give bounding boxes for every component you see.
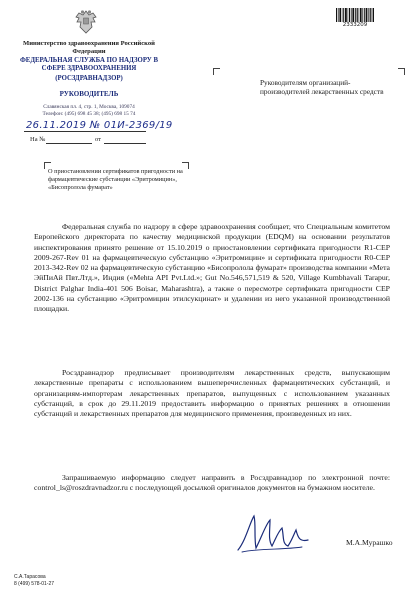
- body-paragraph-2: Росздравнадзор предписывает производителям лекарственных средств, выпускающим лекарственные препараты с использованием вышеперечисленных фармацевтических субстанций, и организациям-импортерам лекарственных препаратов, выпущенных с использованием указанных субстанций, в срок до 29.11.2019 предоставить информацию о принятых решениях в отношении субстанций и лекарственных препаратов для медицинского применения, произведенных из них.: [34, 368, 390, 419]
- date-underline: [24, 131, 146, 132]
- state-emblem-icon: [70, 6, 102, 38]
- reference-date-label: от: [95, 136, 102, 143]
- service-name: ФЕДЕРАЛЬНАЯ СЛУЖБА ПО НАДЗОРУ В СФЕРЕ ЗДРАВООХРАНЕНИЯ: [19, 57, 159, 72]
- postal-address: Славянская пл. 4, стр. 1, Москва, 109074: [43, 104, 135, 110]
- barcode-number: 2333209: [342, 22, 368, 28]
- reference-date-line: [104, 143, 146, 144]
- ministry-name: Министерство здравоохранения Российской Федерации: [23, 40, 155, 55]
- phone-numbers: Телефон: (495) 698 45 38; (495) 698 15 74: [42, 111, 136, 117]
- letter-subject: О приостановлении сертификатов пригодности на фармацевтические субстанции «Эритромицин», «Бисопролола фумарат»: [48, 168, 183, 192]
- executor-name: С.А.Тарасова: [14, 574, 46, 580]
- body-paragraph-3: Запрашиваемую информацию следует направить в Росздравнадзор по электронной почте: control_ls@roszdravnadzor.ru с последующей досылкой оригиналов документов на бумажном носителе.: [34, 473, 390, 493]
- reference-number-line: [46, 143, 92, 144]
- signer-name: М.А.Мурашко: [346, 538, 393, 547]
- body-paragraph-1: Федеральная служба по надзору в сфере здравоохранения сообщает, что Специальным комитетом Европейского директората по качеству медицинской продукции (EDQM) на основании результатов инспектирования принято решение от 15.10.2019 о приостановлении сертификата пригодности R1-CEP 2009-267-Rev 01 на фармацевтическую субстанцию «Эритромицин» и сертификата пригодности R0-CEP 2013-342-Rev 02 на фармацевтическую субстанцию «Бисопролола фумарат» производства компании «Мета ЭйПиАй Пвт.Лтд.», Индия («Mehta API Pvt.Ltd.»; Gut No.546,571,519 & 520, Village Kumbhavali Tarapur, District Palghar India-401 506 Boisar, Maharashtra), а также о пересмотре сертификата пригодности CEP 2002-136 на субстанцию «Эритромицин этилсукцинат» и удалении из него указанной производственной площадки.: [34, 222, 390, 314]
- barcode-icon: [336, 8, 374, 22]
- executor-phone: 8 (499) 578-01-27: [14, 580, 55, 587]
- executor-info: [14, 574, 54, 587]
- reference-number-label: На №: [30, 136, 46, 143]
- registration-date-number: 26.11.2019 № 01И-2369/19: [26, 120, 173, 131]
- addressee-bracket-right: [398, 68, 405, 75]
- service-short-name: (РОСЗДРАВНАДЗОР): [55, 75, 123, 82]
- addressee-bracket-left: [213, 68, 220, 75]
- head-title: РУКОВОДИТЕЛЬ: [59, 90, 119, 98]
- addressee: Руководителям организаций-производителей лекарственных средств: [260, 78, 384, 97]
- handwritten-signature: [232, 510, 312, 556]
